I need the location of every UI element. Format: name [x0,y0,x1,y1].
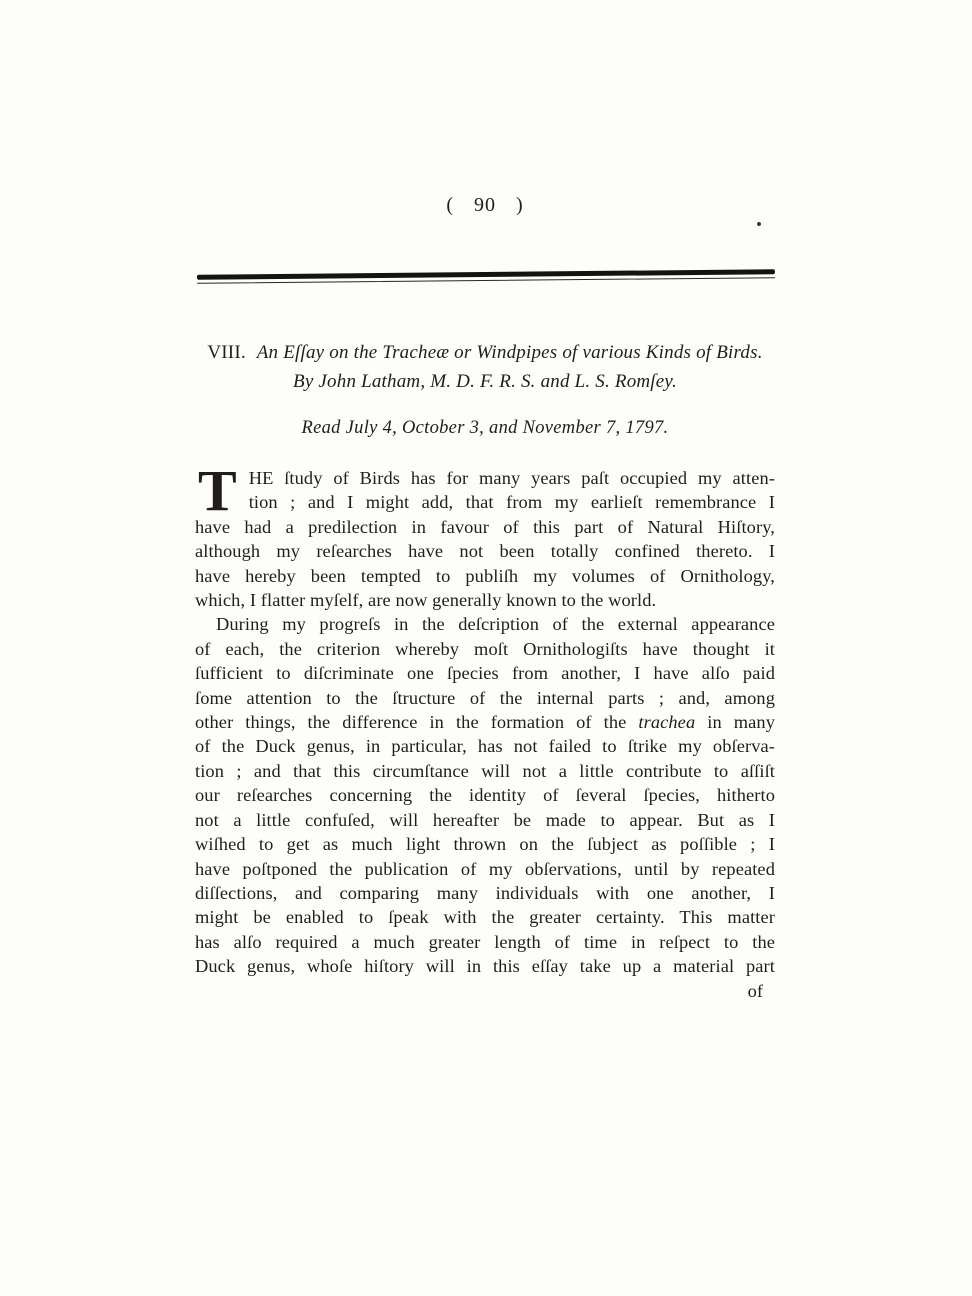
section-number: VIII. [207,342,246,363]
text-line: tion ; and that this circumſtance will not a little contribute to aſſiſt [195,760,775,781]
text-line: has alſo required a much greater length of time in reſpect to the [195,931,775,952]
page-number: ( 90 ) [446,194,524,216]
text-line: our reſearches concerning the identity of ſeveral ſpecies, hitherto [195,785,775,806]
text-line: tion ; and I might add, that from my earlieſt remembrance I [248,492,775,513]
text-line: which, I flatter myſelf, are now generally known to the world. [195,590,657,611]
text-line: of each, the criterion whereby moſt Ornithologiſts have thought it [195,638,775,659]
text-line: although my reſearches have not been totally confined thereto. I [195,541,775,562]
text-line: wiſhed to get as much light thrown on the ſubject as poſſible ; I [195,834,775,855]
catchword: of [747,981,763,1001]
paragraph [195,458,775,612]
catchword-row [195,981,775,1002]
ink-speck [757,222,761,226]
article-byline: By John Latham, M. D. F. R. S. and L. S. Romſey. [293,371,677,392]
text-line: might be enabled to ſpeak with the greater certainty. This matter [195,907,775,928]
paragraph [195,612,775,978]
article-title: An Eſſay on the Tracheæ or Windpipes of various Kinds of Birds. [256,342,763,363]
article-body [195,458,775,979]
text-line: have hereby been tempted to publiſh my volumes of Ornithology, [195,565,775,586]
text-line: have had a predilection in favour of this part of Natural Hiſtory, [195,516,775,537]
text-line: have poſtponed the publication of my obſervations, until by repeated [195,858,775,879]
text-line: Duck genus, whoſe hiſtory will in this eſſay take up a material part [195,956,775,977]
text-line: not a little confuſed, will hereafter be made to appear. But as I [195,809,775,830]
drop-cap: T [198,458,237,523]
text-line: diſſections, and comparing many individuals with one another, I [195,882,775,903]
double-rule [197,269,775,284]
text-line: ſufficient to diſcriminate one ſpecies from another, I have alſo paid [195,663,775,684]
text-line: other things, the difference in the formation of the trachea in many [195,712,775,733]
read-dates: Read July 4, October 3, and November 7, 1797. [301,418,669,438]
text-line: ſome attention to the ſtructure of the internal parts ; and, among [195,687,775,708]
text-line: HE ſtudy of Birds has for many years paſt occupied my atten- [248,468,775,488]
article-heading [175,338,795,396]
title-line [175,338,795,367]
text-line: During my progreſs in the deſcription of the external appearance [216,614,775,635]
text-line: of the Duck genus, in particular, has not failed to ſtrike my obſerva- [195,736,775,757]
